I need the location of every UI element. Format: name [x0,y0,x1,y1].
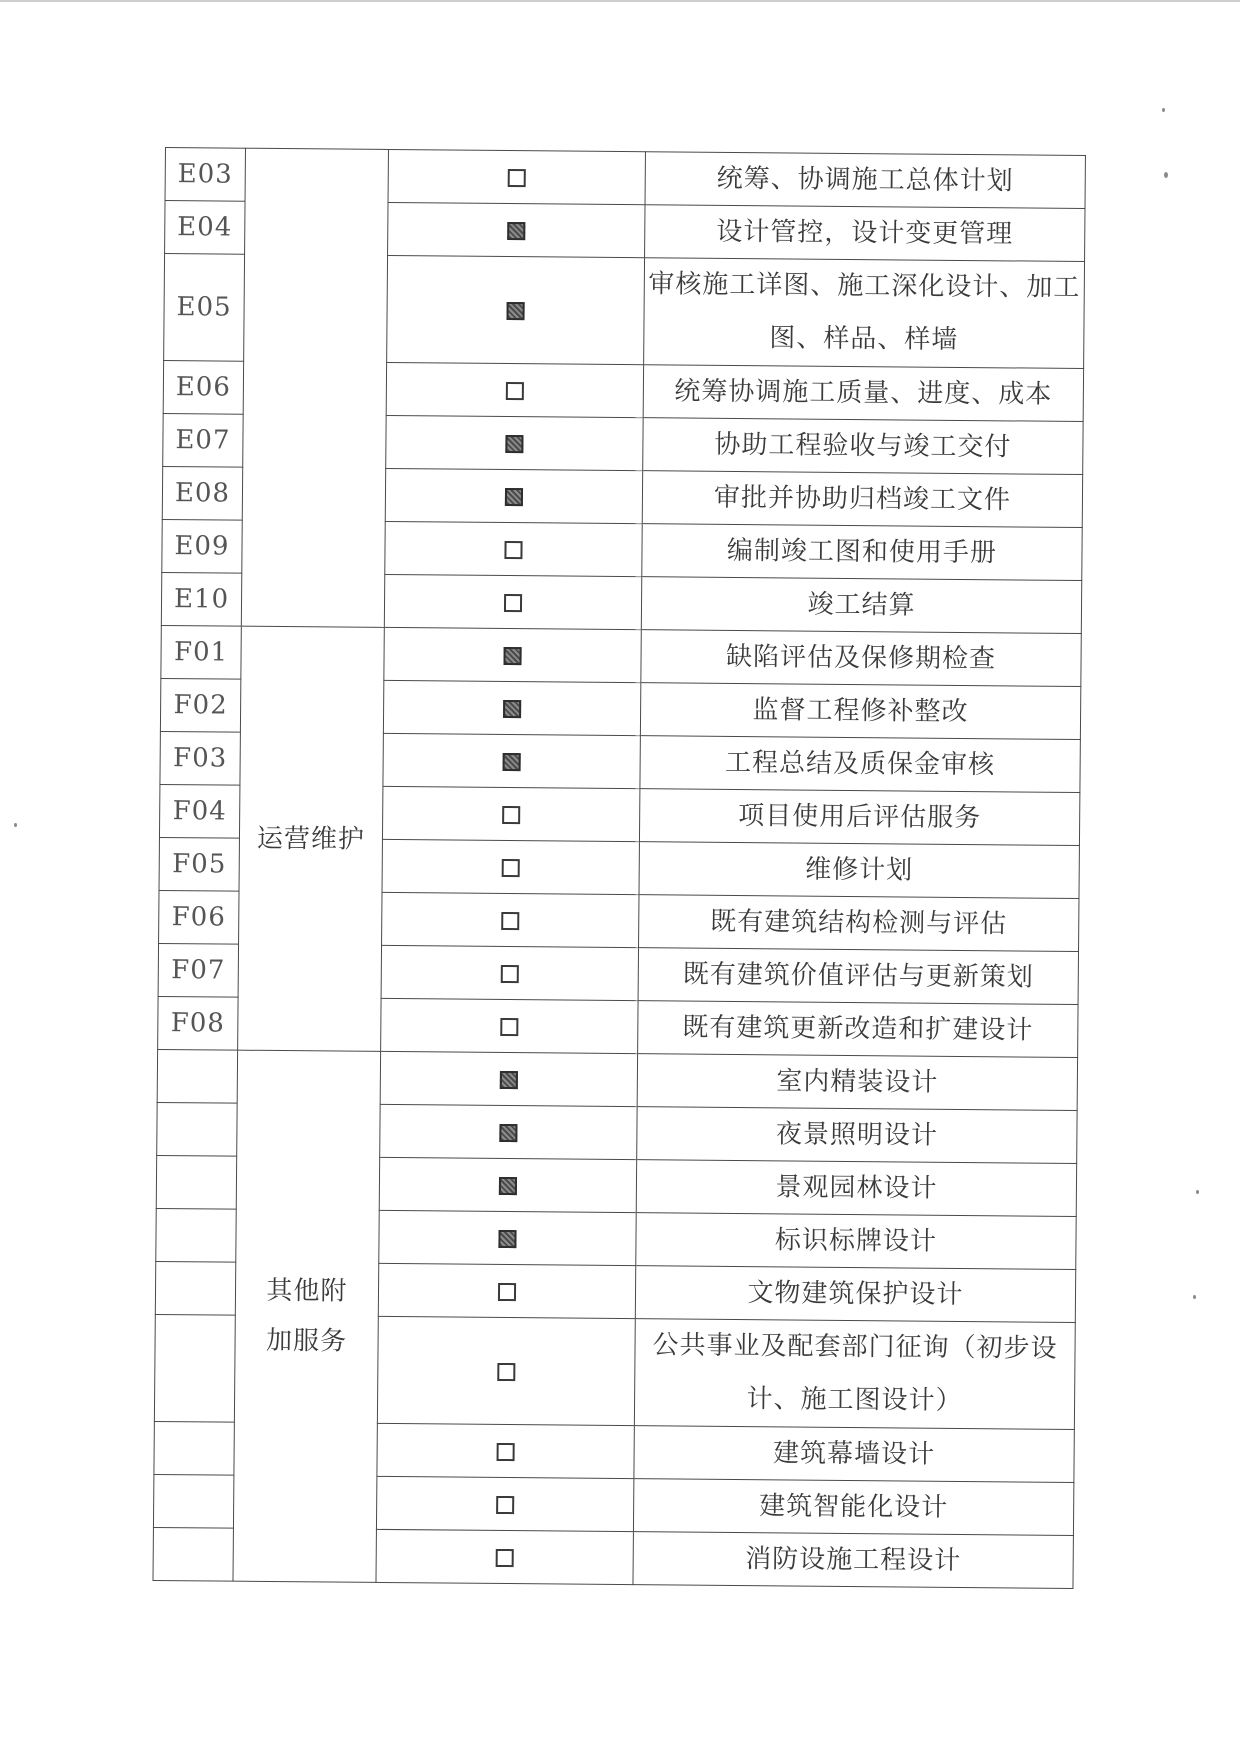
checkbox-checked[interactable] [507,302,525,320]
service-description: 设计管控，设计变更管理 [645,205,1085,262]
checkbox-checked[interactable] [499,1124,517,1142]
checkbox-cell [382,892,639,947]
item-code: E07 [163,413,243,467]
service-scope-table [152,147,1085,1589]
checkbox-cell [384,574,641,629]
item-code [157,1102,237,1156]
service-description: 工程总结及质保金审核 [640,736,1080,793]
service-description: 监督工程修补整改 [640,683,1080,740]
checkbox-cell [387,255,645,364]
item-code: E10 [161,572,241,626]
item-code [154,1314,235,1422]
service-description: 景观园林设计 [636,1160,1076,1217]
checkbox-unchecked[interactable] [508,169,526,187]
category-cell: 运营维护 [238,626,385,1051]
checkbox-cell [376,1476,633,1531]
checkbox-unchecked[interactable] [506,382,524,400]
item-code: F03 [160,731,240,785]
service-description: 文物建筑保护设计 [635,1266,1075,1323]
service-description: 既有建筑价值评估与更新策划 [638,948,1078,1005]
service-description: 消防设施工程设计 [633,1532,1073,1589]
checkbox-checked[interactable] [503,700,521,718]
checkbox-cell [380,1104,637,1159]
service-description: 维修计划 [639,842,1079,899]
checkbox-cell [380,1051,637,1106]
service-description: 建筑智能化设计 [633,1479,1073,1536]
checkbox-cell [385,521,642,576]
item-code: E04 [165,201,245,255]
service-description: 既有建筑结构检测与评估 [639,895,1079,952]
scan-speck [1193,1295,1196,1299]
item-code: F05 [159,837,239,891]
checkbox-unchecked[interactable] [497,1443,515,1461]
checkbox-unchecked[interactable] [504,594,522,612]
service-description: 标识标牌设计 [636,1213,1076,1270]
checkbox-cell [388,149,645,204]
item-code: F04 [159,784,239,838]
service-description: 统筹协调施工质量、进度、成本 [643,365,1083,422]
service-description: 审批并协助归档竣工文件 [642,471,1082,528]
checkbox-cell [385,468,642,523]
service-description: 项目使用后评估服务 [639,789,1079,846]
service-description: 既有建筑更新改造和扩建设计 [638,1001,1078,1058]
service-description: 统筹、协调施工总体计划 [645,152,1085,209]
checkbox-cell [386,415,643,470]
item-code [153,1527,233,1581]
scan-speck [1162,108,1165,112]
checkbox-unchecked[interactable] [498,1283,516,1301]
service-description: 审核施工详图、施工深化设计、加工图、样品、样墙 [644,258,1085,369]
checkbox-unchecked[interactable] [501,965,519,983]
checkbox-unchecked[interactable] [502,859,520,877]
checkbox-cell [384,627,641,682]
checkbox-unchecked[interactable] [496,1549,514,1567]
item-code: F01 [161,625,241,679]
service-description: 夜景照明设计 [637,1107,1077,1164]
checkbox-unchecked[interactable] [497,1363,515,1381]
checkbox-checked[interactable] [507,222,525,240]
checkbox-checked[interactable] [499,1177,517,1195]
checkbox-cell [383,680,640,735]
checkbox-unchecked[interactable] [504,541,522,559]
category-cell [241,148,388,627]
checkbox-checked[interactable] [498,1230,516,1248]
checkbox-checked[interactable] [505,488,523,506]
checkbox-unchecked[interactable] [500,1018,518,1036]
checkbox-cell [383,733,640,788]
item-code: F07 [158,943,238,997]
checkbox-unchecked[interactable] [501,912,519,930]
item-code: E09 [162,519,242,573]
checkbox-cell [388,202,645,257]
scan-top-edge [0,0,1240,2]
scan-speck [1164,172,1168,178]
checkbox-cell [377,1423,634,1478]
item-code [154,1421,234,1475]
category-cell: 其他附加服务 [233,1050,381,1582]
item-code: E03 [165,148,245,202]
item-code [153,1474,233,1528]
item-code: F02 [160,678,240,732]
scan-speck [14,823,17,827]
table-row [165,148,1085,209]
checkbox-checked[interactable] [503,753,521,771]
item-code: E08 [162,466,242,520]
scan-speck [1196,1190,1199,1194]
checkbox-cell [379,1157,636,1212]
checkbox-unchecked[interactable] [502,806,520,824]
checkbox-cell [382,786,639,841]
item-code: E05 [164,254,245,362]
item-code: F08 [158,996,238,1050]
checkbox-cell [382,839,639,894]
checkbox-cell [381,945,638,1000]
checkbox-unchecked[interactable] [496,1496,514,1514]
table-row [161,625,1081,686]
checkbox-cell [376,1529,633,1584]
item-code [156,1155,236,1209]
service-description: 协助工程验收与竣工交付 [643,418,1083,475]
item-code [157,1049,237,1103]
checkbox-cell [377,1316,635,1425]
checkbox-cell [378,1263,635,1318]
service-description: 缺陷评估及保修期检查 [641,630,1081,687]
service-description: 公共事业及配套部门征询（初步设计、施工图设计） [634,1319,1075,1430]
checkbox-checked[interactable] [500,1071,518,1089]
item-code [155,1261,235,1315]
service-description: 编制竣工图和使用手册 [642,524,1082,581]
service-description: 竣工结算 [641,577,1081,634]
service-description: 室内精装设计 [637,1054,1077,1111]
checkbox-cell [386,362,643,417]
checkbox-cell [381,998,638,1053]
table-row [157,1049,1077,1110]
checkbox-cell [379,1210,636,1265]
item-code: F06 [159,890,239,944]
item-code: E06 [163,360,243,414]
checkbox-checked[interactable] [503,647,521,665]
item-code [156,1208,236,1262]
service-description: 建筑幕墙设计 [634,1426,1074,1483]
checkbox-checked[interactable] [505,435,523,453]
